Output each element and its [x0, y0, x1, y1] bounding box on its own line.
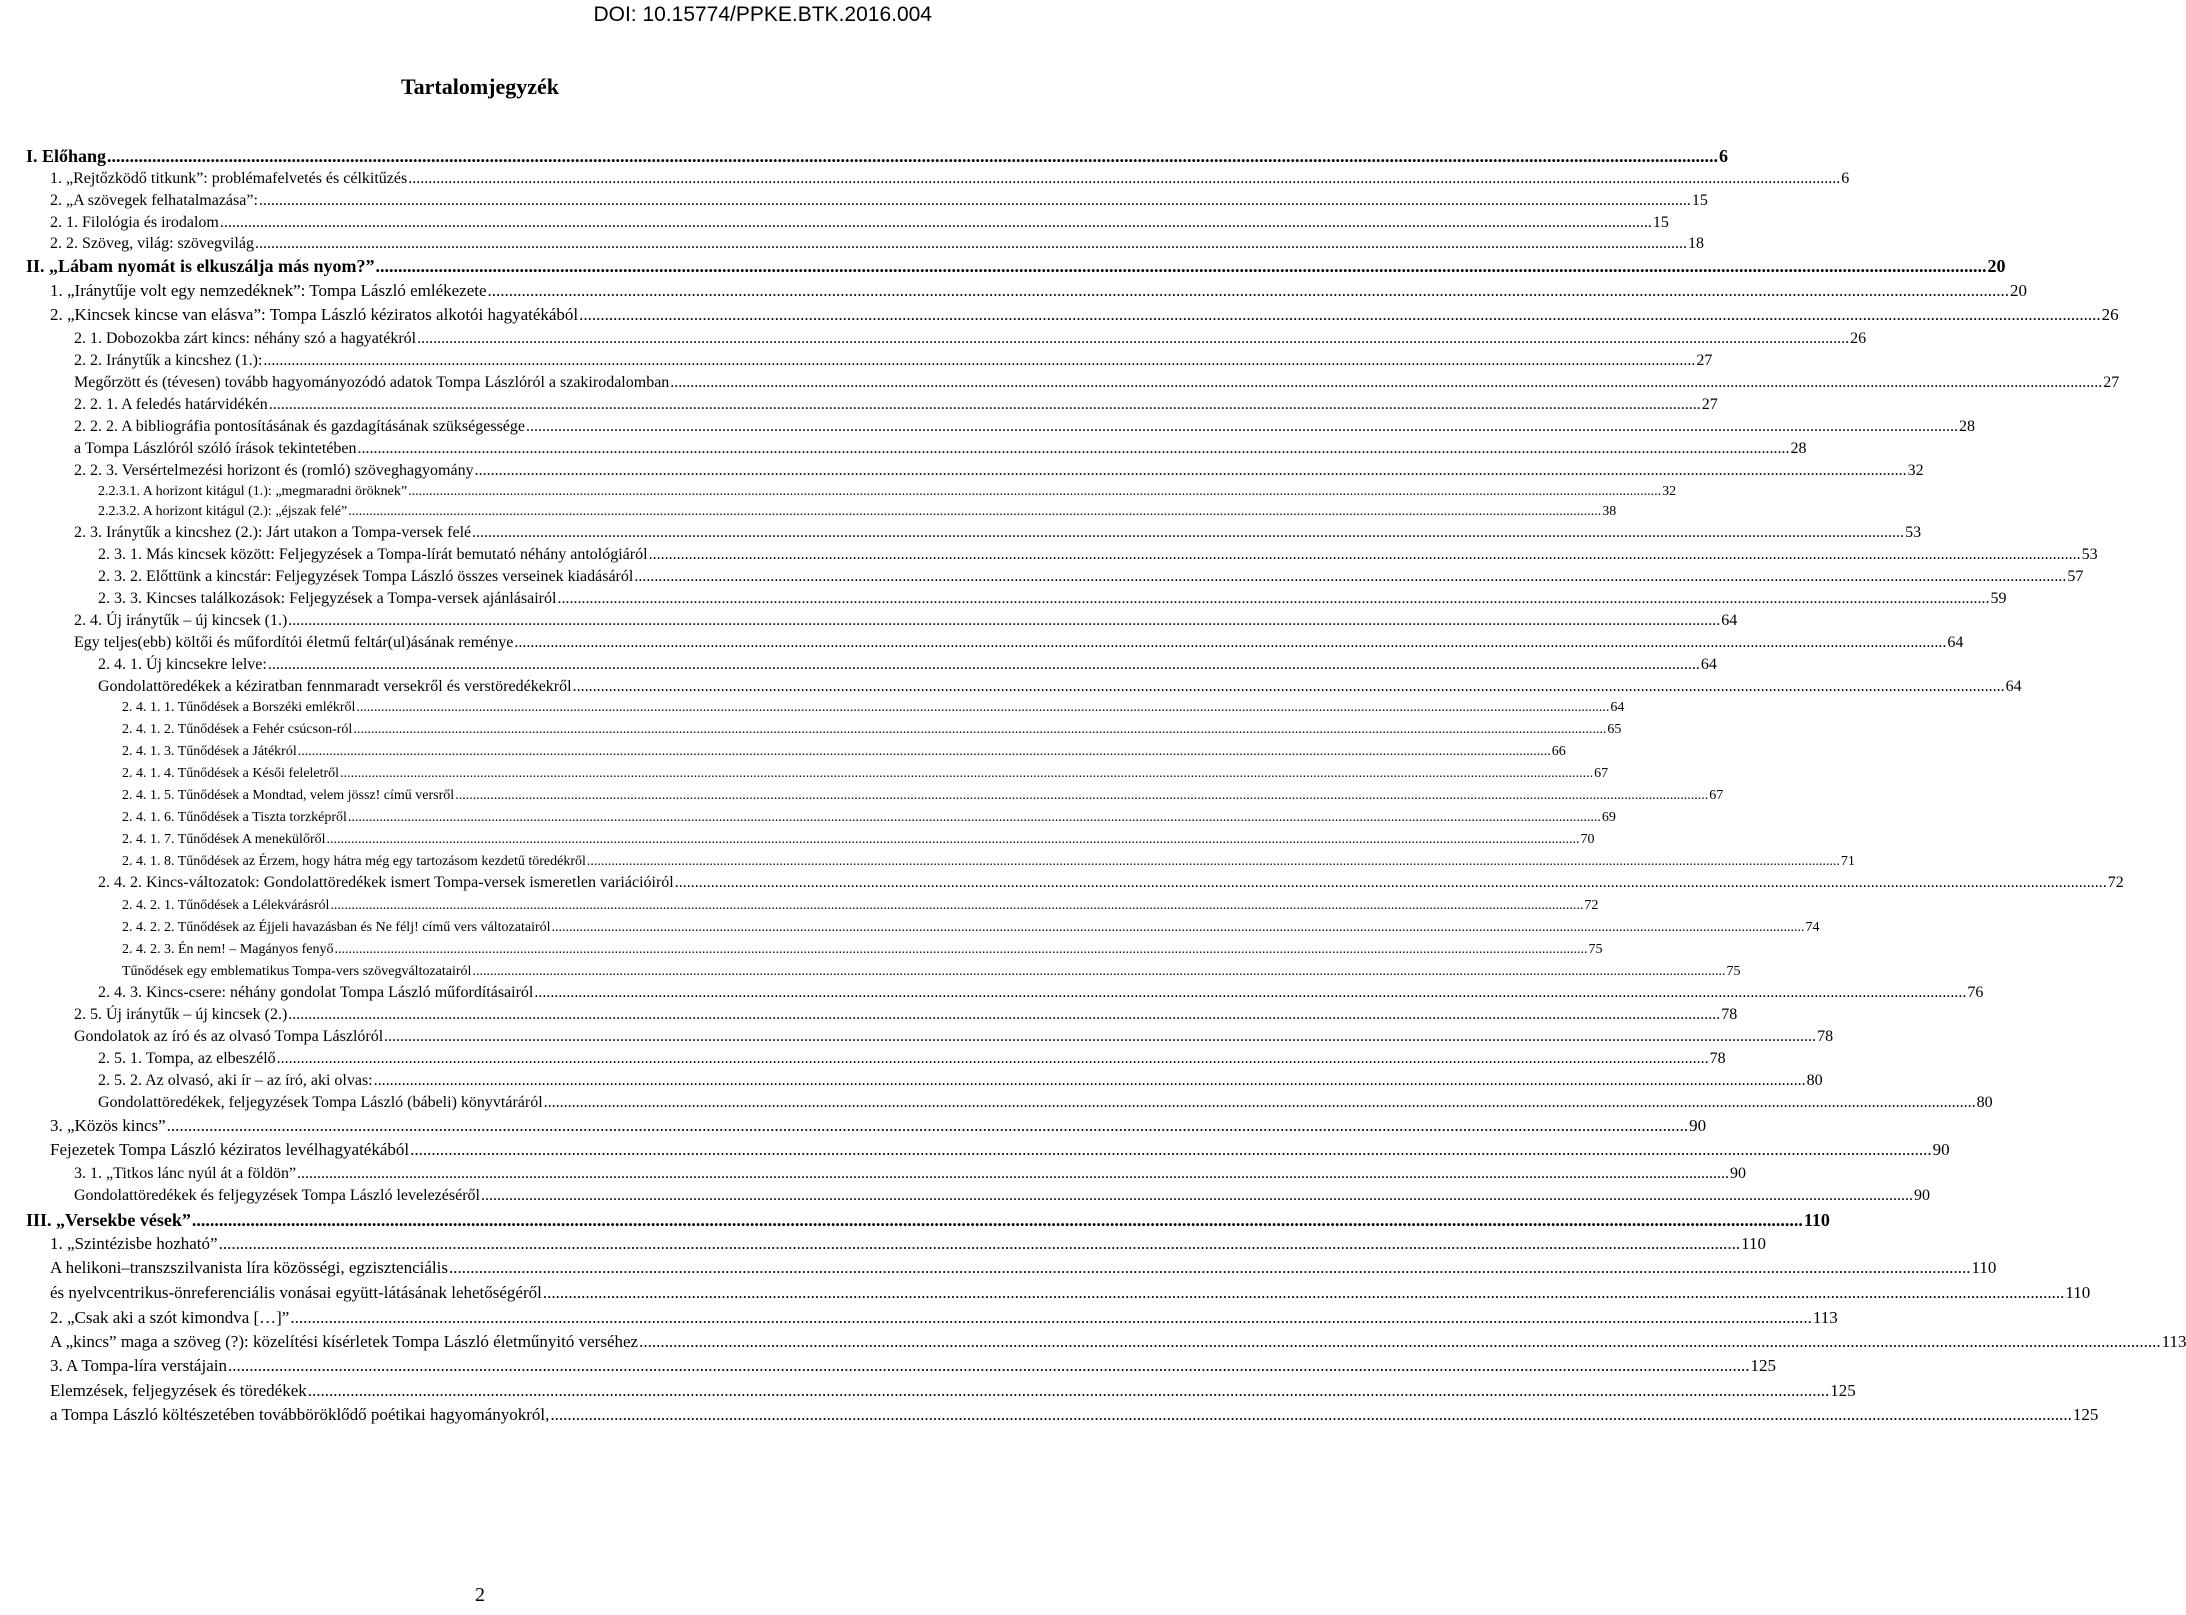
toc-entry[interactable]	[50, 281, 2028, 301]
toc-leader-dots	[534, 984, 1966, 1002]
toc-entry-title: 2. 4. 3. Kincs-csere: néhány gondolat Tompa László műfordításairól	[98, 984, 534, 1001]
toc-entry-page: 20	[1987, 256, 2006, 276]
toc-entry-page: 110	[1803, 1210, 1830, 1230]
toc-entry[interactable]	[74, 352, 1713, 370]
toc-entry-title: 2. 4. Új iránytűk – új kincsek (1.)	[74, 612, 288, 629]
toc-entry-page: 59	[1990, 590, 2007, 607]
toc-leader-dots	[675, 874, 2107, 892]
toc-entry-page: 38	[1602, 504, 1617, 519]
toc-entry[interactable]	[122, 788, 1724, 804]
toc-entry[interactable]	[122, 722, 1622, 738]
toc-entry[interactable]	[98, 984, 1984, 1002]
toc-leader-dots	[579, 305, 2101, 325]
toc-leader-dots	[408, 484, 1661, 500]
toc-entry[interactable]	[74, 330, 1867, 348]
toc-entry-page: 57	[2067, 568, 2084, 585]
toc-entry[interactable]	[122, 920, 1820, 936]
toc-entry-page: 20	[2010, 281, 2028, 300]
toc-entry-page: 65	[1607, 722, 1622, 737]
toc-leader-dots	[634, 568, 2066, 586]
toc-entry-title: 2. 2. 2. A bibliográfia pontosításának és gazdagításának szükségessége	[74, 418, 525, 435]
toc-entry-title: a Tompa László költészetében továbböröklődő poétikai hagyományokról,	[50, 1405, 550, 1424]
toc-entry[interactable]	[98, 590, 2007, 608]
toc-entry[interactable]	[98, 484, 1677, 500]
toc-entry[interactable]	[50, 235, 1704, 253]
toc-entry[interactable]	[98, 568, 2084, 586]
toc-entry-page: 26	[1850, 330, 1867, 347]
toc-entry-page: 69	[1601, 810, 1616, 825]
toc-leader-dots	[358, 440, 1790, 458]
toc-entry-title: 2. 1. Dobozokba zárt kincs: néhány szó a hagyatékról	[74, 330, 417, 347]
toc-entry-title: 2. 2. Iránytűk a kincshez (1.):	[74, 352, 263, 369]
toc-entry[interactable]	[26, 256, 2006, 277]
toc-entry[interactable]	[50, 305, 2119, 325]
toc-entry-title: 2. 5. 1. Tompa, az elbeszélő	[98, 1050, 276, 1067]
toc-entry[interactable]	[50, 1308, 1838, 1328]
toc-entry[interactable]	[98, 504, 1617, 520]
toc-entry-title: 2. 4. 1. 4. Tűnődések a Késői feleletről	[122, 766, 340, 781]
toc-entry-page: 110	[2065, 1283, 2091, 1302]
toc-leader-dots	[552, 920, 1805, 936]
toc-leader-dots	[288, 1006, 1720, 1024]
toc-entry-title: 2. 2. 1. A feledés határvidékén	[74, 396, 268, 413]
toc-entry-page: 28	[1959, 418, 1975, 435]
toc-entry-page: 113	[2161, 1332, 2186, 1351]
toc-entry[interactable]	[122, 942, 1603, 958]
toc-leader-dots	[670, 374, 2102, 392]
toc-entry-page: 67	[1709, 788, 1724, 803]
toc-entry[interactable]	[50, 1332, 2186, 1352]
toc-leader-dots	[557, 590, 1989, 608]
toc-entry-title: 2.2.3.1. A horizont kitágul (1.): „megmaradni öröknek”	[98, 484, 408, 499]
toc-entry-title: Gondolatok az író és az olvasó Tompa Lászlóról	[74, 1028, 384, 1045]
toc-entry-title: 1. „Szintézisbe hozható”	[50, 1234, 218, 1253]
toc-entry-page: 78	[1721, 1006, 1738, 1023]
toc-entry-title: Egy teljes(ebb) költői és műfordítói életmű feltár(ul)ásának reménye	[74, 634, 514, 651]
toc-entry[interactable]	[74, 1165, 1747, 1183]
toc-leader-dots	[514, 634, 1946, 652]
toc-entry[interactable]	[50, 1116, 1707, 1136]
toc-leader-dots	[268, 656, 1700, 674]
toc-entry[interactable]	[50, 1234, 1766, 1254]
toc-leader-dots	[374, 1072, 1806, 1090]
toc-entry-page: 67	[1594, 766, 1609, 781]
toc-entry[interactable]	[50, 192, 1708, 210]
toc-leader-dots	[290, 1308, 1812, 1328]
toc-leader-dots	[639, 1332, 2161, 1352]
toc-leader-dots	[335, 942, 1588, 958]
toc-entry-title: Megőrzött és (tévesen) tovább hagyományozódó adatok Tompa Lászlóról a szakirodalomban	[74, 374, 670, 391]
toc-entry[interactable]	[74, 418, 1975, 436]
toc-entry[interactable]	[122, 832, 1595, 848]
toc-leader-dots	[449, 1258, 1971, 1278]
toc-entry-page: 75	[1726, 964, 1741, 979]
toc-entry-page: 75	[1588, 942, 1603, 957]
toc-leader-dots	[348, 810, 1601, 826]
toc-leader-dots	[475, 462, 1907, 480]
toc-leader-dots	[327, 832, 1580, 848]
toc-entry[interactable]	[26, 146, 1729, 167]
toc-entry-title: A „kincs” maga a szöveg (?): közelítési kísérletek Tompa László életműnyitó verséhez	[50, 1332, 639, 1351]
toc-leader-dots	[376, 256, 1987, 277]
toc-entry-page: 72	[2107, 874, 2124, 891]
toc-entry-page: 6	[1719, 146, 1729, 166]
toc-entry[interactable]	[74, 634, 1964, 652]
toc-entry-page: 32	[1907, 462, 1924, 479]
toc-entry-page: 72	[1584, 898, 1599, 913]
toc-entry-title: 2. 3. Iránytűk a kincshez (2.): Járt utakon a Tompa-versek felé	[74, 524, 472, 541]
toc-entry[interactable]	[122, 766, 1609, 782]
toc-entry[interactable]	[26, 1210, 1830, 1231]
toc-entry[interactable]	[50, 170, 1850, 188]
toc-entry-page: 27	[2103, 374, 2120, 391]
toc-entry[interactable]	[50, 1258, 1997, 1278]
toc-entry-page: 125	[1830, 1381, 1856, 1400]
toc-entry[interactable]	[74, 1006, 1738, 1024]
toc-entry[interactable]	[122, 964, 1741, 980]
toc-entry[interactable]	[98, 678, 2022, 696]
toc-leader-dots	[228, 1356, 1750, 1376]
toc-entry[interactable]	[74, 1028, 1834, 1046]
toc-entry-title: III. „Versekbe vések”	[26, 1210, 191, 1230]
toc-entry-title: Gondolattöredékek, feljegyzések Tompa László (bábeli) könyvtáráról	[98, 1094, 543, 1111]
toc-entry[interactable]	[74, 440, 1807, 458]
toc-leader-dots	[543, 1283, 2065, 1303]
toc-entry-page: 110	[1971, 1258, 1997, 1277]
toc-leader-dots	[417, 330, 1849, 348]
toc-entry-page: 125	[1750, 1356, 1776, 1375]
toc-entry[interactable]	[122, 898, 1599, 914]
toc-entry-page: 90	[1913, 1187, 1930, 1204]
toc-entry-title: 2. 1. Filológia és irodalom	[50, 214, 219, 231]
toc-leader-dots	[298, 744, 1551, 760]
toc-leader-dots	[410, 1140, 1932, 1160]
toc-entry-title: 2. 2. 3. Versértelmezési horizont és (romló) szöveghagyomány	[74, 462, 474, 479]
toc-leader-dots	[219, 1234, 1741, 1254]
toc-entry-page: 78	[1817, 1028, 1834, 1045]
toc-entry-title: Tűnődések egy emblematikus Tompa-vers szövegváltozatairól	[122, 964, 472, 979]
toc-entry-title: 2. 3. 2. Előttünk a kincstár: Feljegyzések Tompa László összes verseinek kiadásáról	[98, 568, 634, 585]
toc-entry-page: 90	[1932, 1140, 1950, 1159]
toc-entry-title: 2. 4. 2. Kincs-változatok: Gondolattöredékek ismert Tompa-versek ismeretlen variációiról	[98, 874, 674, 891]
toc-entry-page: 18	[1687, 235, 1704, 252]
toc-entry-title: 3. 1. „Titkos lánc nyúl át a földön”	[74, 1165, 297, 1182]
toc-entry-title: A helikoni–transzszilvanista líra közösségi, egzisztenciális	[50, 1258, 448, 1277]
toc-entry-page: 64	[1610, 700, 1625, 715]
toc-entry-title: II. „Lábam nyomát is elkuszálja más nyom?”	[26, 256, 375, 276]
toc-entry-page: 74	[1805, 920, 1820, 935]
toc-leader-dots	[308, 1381, 1830, 1401]
toc-entry[interactable]	[74, 374, 2120, 392]
toc-entry-title: 2. 4. 1. 3. Tűnődések a Játékról	[122, 744, 297, 759]
toc-entry[interactable]	[122, 810, 1616, 826]
toc-leader-dots	[340, 766, 1593, 782]
toc-entry-title: 2. 4. 2. 1. Tűnődések a Lélekvárásról	[122, 898, 330, 913]
toc-entry-title: 2. 4. 1. 5. Tűnődések a Mondtad, velem jössz! című versről	[122, 788, 455, 803]
toc-leader-dots	[277, 1050, 1709, 1068]
toc-leader-dots	[255, 235, 1687, 253]
toc-entry-page: 28	[1790, 440, 1807, 457]
toc-leader-dots	[263, 352, 1695, 370]
toc-entry-title: I. Előhang	[26, 146, 107, 166]
toc-entry-page: 66	[1551, 744, 1566, 759]
toc-leader-dots	[526, 418, 1958, 436]
toc-leader-dots	[384, 1028, 1816, 1046]
toc-leader-dots	[220, 214, 1652, 232]
toc-entry[interactable]	[122, 700, 1625, 716]
toc-leader-dots	[488, 281, 2010, 301]
toc-entry-page: 125	[2072, 1405, 2099, 1424]
toc-entry-page: 78	[1709, 1050, 1726, 1067]
toc-leader-dots	[356, 700, 1609, 716]
toc-entry-title: Gondolattöredékek a kéziratban fennmaradt versekről és verstöredékekről	[98, 678, 572, 695]
toc-entry[interactable]	[98, 1072, 1823, 1090]
toc-entry-title: 2. 4. 1. 2. Tűnődések a Fehér csúcson-ról	[122, 722, 353, 737]
toc-entry[interactable]	[98, 546, 2098, 564]
toc-entry-title: 3. A Tompa-líra verstájain	[50, 1356, 227, 1375]
toc-entry-page: 71	[1840, 854, 1855, 869]
toc-leader-dots	[330, 898, 1583, 914]
toc-entry-title: 2. 4. 1. 1. Tűnődések a Borszéki emlékről	[122, 700, 356, 715]
toc-entry-title: Gondolattöredékek és feljegyzések Tompa László levelezéséről	[74, 1187, 480, 1204]
toc-leader-dots	[544, 1094, 1976, 1112]
toc-entry-page: 113	[1812, 1308, 1838, 1327]
toc-entry[interactable]	[122, 744, 1566, 760]
toc-leader-dots	[192, 1210, 1803, 1231]
toc-entry-page: 32	[1662, 484, 1677, 499]
toc-entry-title: 2. 4. 1. 8. Tűnődések az Érzem, hogy hátra még egy tartozásom kezdetű töredékről	[122, 854, 586, 869]
toc-leader-dots	[649, 546, 2081, 564]
toc-entry[interactable]	[50, 1140, 1950, 1160]
toc-entry-title: 2. 3. 3. Kincses találkozások: Feljegyzések a Tompa-versek ajánlásairól	[98, 590, 557, 607]
toc-entry-page: 110	[1741, 1234, 1766, 1253]
toc-leader-dots	[481, 1187, 1913, 1205]
toc-entry-title: 2. 4. 1. 7. Tűnődések A menekülőről	[122, 832, 326, 847]
toc-entry[interactable]	[74, 1187, 1930, 1205]
toc-entry[interactable]	[98, 874, 2124, 892]
page-number: 2	[475, 1584, 485, 1606]
toc-leader-dots	[107, 146, 1718, 167]
toc-entry-page: 53	[2081, 546, 2098, 563]
toc-leader-dots	[288, 612, 1720, 630]
toc-leader-dots	[259, 192, 1691, 210]
toc-entry-title: 1. „Rejtőzködő titkunk”: problémafelvetés és célkitűzés	[50, 170, 408, 187]
toc-entry-page: 15	[1691, 192, 1708, 209]
toc-entry-title: 2. „Csak aki a szót kimondva […]”	[50, 1308, 290, 1327]
toc-entry-title: 2. „A szövegek felhatalmazása”:	[50, 192, 258, 209]
toc-entry[interactable]	[50, 1381, 1856, 1401]
toc-entry-page: 53	[1905, 524, 1922, 541]
toc-entry[interactable]	[50, 214, 1669, 232]
toc-leader-dots	[455, 788, 1708, 804]
toc-entry-title: 2. 3. 1. Más kincsek között: Feljegyzések a Tompa-lírát bemutató néhány antológiáról	[98, 546, 648, 563]
toc-entry-title: Fejezetek Tompa László kéziratos levélhagyatékából	[50, 1140, 410, 1159]
toc-entry-title: 1. „Iránytűje volt egy nemzedéknek”: Tompa László emlékezete	[50, 281, 487, 300]
toc-entry[interactable]	[50, 1356, 1776, 1376]
toc-entry[interactable]	[74, 462, 1924, 480]
toc-entry-title: 2. 4. 2. 3. Én nem! – Magányos fenyő	[122, 942, 334, 957]
toc-entry-page: 27	[1701, 396, 1718, 413]
toc-entry-page: 26	[2101, 305, 2119, 324]
toc-leader-dots	[472, 964, 1725, 980]
page-title: Tartalomjegyzék	[400, 74, 560, 99]
doi-header: DOI: 10.15774/PPKE.BTK.2016.004	[593, 3, 932, 26]
toc-entry-title: 2. 4. 2. 2. Tűnődések az Éjjeli havazásban és Ne félj! című vers változatairól	[122, 920, 551, 935]
toc-entry[interactable]	[50, 1283, 2091, 1303]
toc-entry-page: 64	[1947, 634, 1964, 651]
toc-entry-title: 2. 2. Szöveg, világ: szövegvilág	[50, 235, 254, 252]
toc-entry-page: 76	[1967, 984, 1984, 1001]
toc-entry[interactable]	[74, 612, 1738, 630]
toc-leader-dots	[587, 854, 1840, 870]
toc-entry-title: a Tompa Lászlóról szóló írások tekintetében	[74, 440, 357, 457]
toc-entry-page: 64	[2005, 678, 2022, 695]
toc-entry-page: 90	[1730, 1165, 1747, 1182]
toc-entry-title: 2. 5. 2. Az olvasó, aki ír – az író, aki olvas:	[98, 1072, 373, 1089]
toc-entry-title: Elemzések, feljegyzések és töredékek	[50, 1381, 307, 1400]
toc-leader-dots	[269, 396, 1701, 414]
toc-entry-title: és nyelvcentrikus-önreferenciális vonásai együtt-látásának lehetőségéről	[50, 1283, 542, 1302]
toc-entry-page: 64	[1700, 656, 1717, 673]
toc-leader-dots	[353, 722, 1606, 738]
toc-entry[interactable]	[74, 524, 1922, 542]
toc-entry-title: 2. 4. 1. Új kincsekre lelve:	[98, 656, 267, 673]
toc-entry[interactable]	[98, 656, 1717, 674]
toc-entry-page: 15	[1652, 214, 1669, 231]
toc-entry-page: 6	[1841, 170, 1850, 187]
toc-entry[interactable]	[122, 854, 1855, 870]
toc-leader-dots	[167, 1116, 1689, 1136]
toc-entry-page: 90	[1689, 1116, 1707, 1135]
toc-entry-title: 3. „Közös kincs”	[50, 1116, 166, 1135]
toc-entry-title: 2. 4. 1. 6. Tűnődések a Tiszta torzképről	[122, 810, 347, 825]
toc-entry[interactable]	[98, 1094, 1993, 1112]
toc-entry-page: 80	[1806, 1072, 1823, 1089]
toc-leader-dots	[297, 1165, 1729, 1183]
toc-entry-page: 27	[1696, 352, 1713, 369]
toc-entry[interactable]	[50, 1405, 2099, 1425]
toc-entry-title: 2.2.3.2. A horizont kitágul (2.): „éjszak felé”	[98, 504, 348, 519]
toc-entry[interactable]	[98, 1050, 1726, 1068]
toc-leader-dots	[472, 524, 1904, 542]
toc-leader-dots	[348, 504, 1601, 520]
toc-entry-page: 80	[1976, 1094, 1993, 1111]
toc-entry-page: 64	[1721, 612, 1738, 629]
toc-entry-title: 2. „Kincsek kincse van elásva”: Tompa László kéziratos alkotói hagyatékából	[50, 305, 579, 324]
toc-leader-dots	[408, 170, 1840, 188]
toc-entry[interactable]	[74, 396, 1718, 414]
toc-leader-dots	[550, 1405, 2072, 1425]
toc-leader-dots	[573, 678, 2005, 696]
toc-entry-title: 2. 5. Új iránytűk – új kincsek (2.)	[74, 1006, 288, 1023]
toc-entry-page: 70	[1580, 832, 1595, 847]
